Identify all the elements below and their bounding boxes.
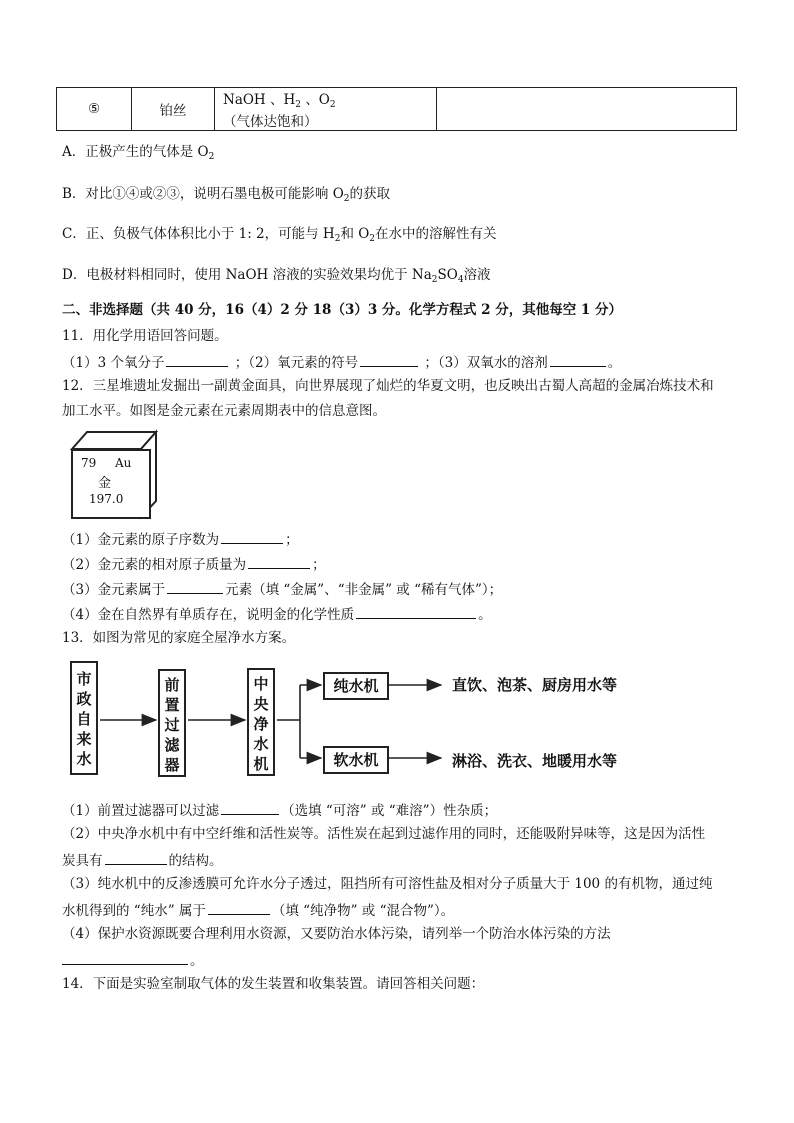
q12-part1-text: （1）金元素的原子序数为 <box>62 532 220 548</box>
q12-part2-text: （2）金元素的相对原子质量为 <box>62 557 247 573</box>
subscript: 2 <box>369 234 376 244</box>
subscript: 2 <box>295 100 302 110</box>
subscript: 2 <box>208 152 215 162</box>
q12-part2-end: ； <box>312 557 326 573</box>
q13-stem: 13．如图为常见的家庭全屋净水方案。 <box>62 630 296 646</box>
q11-end: 。 <box>607 355 622 371</box>
option-c-text: C．正、负极气体体积比小于 1: 2，可能与 H <box>62 226 335 242</box>
solution-text-b: 、O <box>305 92 330 108</box>
q13-part4b <box>62 950 204 970</box>
atomic-mass: 197.0 <box>89 492 124 506</box>
q13-part4b-end: 。 <box>190 953 204 969</box>
box-label: 中央净水机 <box>253 675 269 773</box>
option-b-text: B．对比①④或②③，说明石墨电极可能影响 O <box>62 186 344 202</box>
soft-water-uses: 淋浴、洗衣、地暖用水等 <box>452 752 618 770</box>
q13-part1-text: （1）前置过滤器可以过滤 <box>62 803 220 819</box>
option-d-mid: SO <box>437 267 458 283</box>
q12-part3-text: （3）金元素属于 <box>62 582 166 598</box>
answer-blank[interactable] <box>221 800 279 815</box>
q13-part3b <box>62 900 454 920</box>
box-label: 市政自来水 <box>76 670 92 768</box>
answer-blank[interactable] <box>208 900 270 915</box>
q13-part3a: （3）纯水机中的反渗透膜可允许水分子透过，阻挡所有可溶性盐及相对分子质量大于 100 的有机物，通过纯 <box>62 876 713 892</box>
solution-text-a: NaOH 、H <box>223 92 296 108</box>
q13-part3b-end: （填 “纯净物” 或 “混合物”）。 <box>271 903 455 919</box>
box-softener: 软水机 <box>323 746 389 774</box>
q11-part2: ；（2）氧元素的符号 <box>234 355 359 371</box>
table-cell-electrode: 铂丝 <box>132 88 215 131</box>
element-name: 金 <box>98 476 112 491</box>
q12-stem-2: 加工水平。如图是金元素在元素周期表中的信息意图。 <box>62 403 386 419</box>
q13-part2a: （2）中央净水机中有中空纤维和活性炭等。活性炭在起到过滤作用的同时，还能吸附异味等，这是因为活性 <box>62 826 706 842</box>
q13-part4a: （4）保护水资源既要合理利用水资源，又要防治水体污染，请列举一个防治水体污染的方法 <box>62 926 611 942</box>
q12-part1-end: ； <box>285 532 299 548</box>
q13-part3b-text: 水机得到的 “纯水” 属于 <box>62 903 206 919</box>
q13-part2b <box>62 850 223 870</box>
option-c-end: 在水中的溶解性有关 <box>375 226 497 242</box>
q13-part2b-text: 炭具有 <box>62 853 103 869</box>
section-title: 二、非选择题（共 40 分，16（4）2 分 18（3）3 分。化学方程式 2 分，其他每空 1 分） <box>62 302 623 318</box>
q13-part1-end: （选填 “可溶” 或 “难溶”）性杂质； <box>281 803 498 819</box>
option-b-end: 的获取 <box>349 186 391 202</box>
option-a-text: A．正极产生的气体是 O <box>62 144 209 160</box>
subscript: 2 <box>334 234 341 244</box>
answer-blank[interactable] <box>105 850 167 865</box>
subscript: 2 <box>431 275 438 285</box>
answer-blank[interactable] <box>62 950 188 965</box>
table-cell-number: ⑤ <box>57 88 132 131</box>
q12-part3-end: 元素（填 “金属”、“非金属” 或 “稀有气体”）； <box>225 582 503 598</box>
q12-part4-text: （4）金在自然界有单质存在，说明金的化学性质 <box>62 607 355 623</box>
q13-part1 <box>62 800 497 820</box>
atomic-number: 79 <box>81 456 97 470</box>
option-d-text: D．电极材料相同时，使用 NaOH 溶液的实验效果均优于 Na <box>62 267 432 283</box>
option-d-end: 溶液 <box>463 267 491 283</box>
q11-part1: （1）3 个氧分子 <box>62 355 165 371</box>
solution-text-c: （气体达饱和） <box>223 114 318 130</box>
q12-stem-1: 12．三星堆遗址发掘出一副黄金面具，向世界展现了灿烂的华夏文明，也反映出古蜀人高超的金属冶炼技术和 <box>62 378 714 394</box>
subscript: 2 <box>343 194 350 204</box>
q11-stem: 11．用化学用语回答问题。 <box>62 328 228 344</box>
pure-water-uses: 直饮、泡茶、厨房用水等 <box>452 676 618 694</box>
q12-part4-end: 。 <box>478 607 492 623</box>
subscript: 2 <box>329 100 336 110</box>
option-c-mid: 和 O <box>340 226 370 242</box>
q13-part2b-end: 的结构。 <box>168 853 223 869</box>
box-ro-machine: 纯水机 <box>323 672 389 700</box>
q14-stem: 14．下面是实验室制取气体的发生装置和收集装置。请回答相关问题： <box>62 976 485 992</box>
subscript: 4 <box>457 275 464 285</box>
q11-part3: ；（3）双氧水的溶剂 <box>424 355 548 371</box>
box-label: 前置过滤器 <box>164 676 180 774</box>
element-symbol: Au <box>115 456 132 470</box>
